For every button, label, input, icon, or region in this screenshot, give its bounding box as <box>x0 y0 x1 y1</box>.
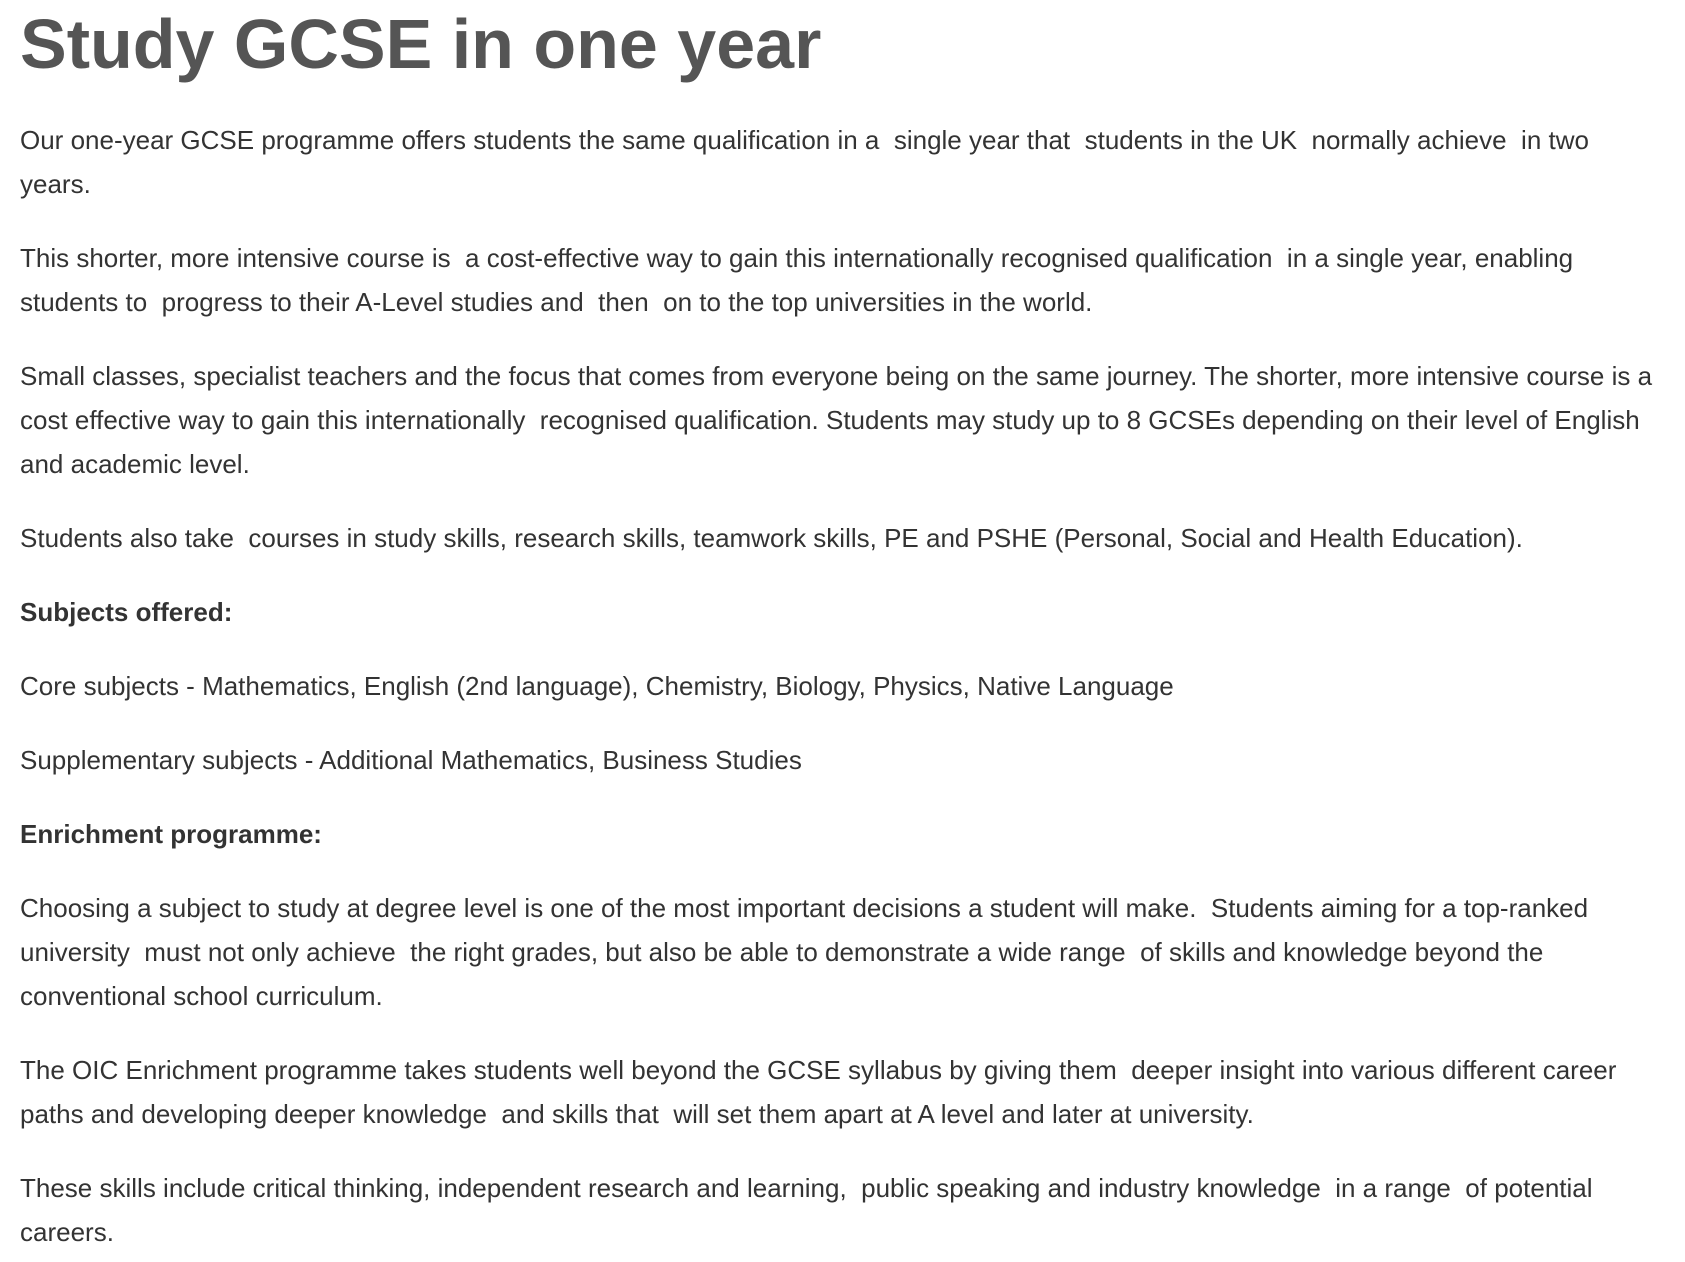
additional-courses-paragraph: Students also take courses in study skills, research skills, teamwork skills, PE and PSHE (Personal, Social and Health Education). <box>20 523 1523 553</box>
page-content <box>0 3 1685 1254</box>
intro-paragraph: Our one-year GCSE programme offers students the same qualification in a single year that students in the UK normally achieve in two years. <box>20 125 1597 199</box>
subjects-heading: Subjects offered: <box>20 597 233 627</box>
core-subjects-line: Core subjects - Mathematics, English (2nd language), Chemistry, Biology, Physics, Native Language <box>20 671 1174 701</box>
course-benefit-paragraph: This shorter, more intensive course is a cost-effective way to gain this internationally recognised qualification in a single year, enabling students to progress to their A-Level studies and then on to the top universities in the world. <box>20 243 1588 317</box>
enrichment-description-paragraph: The OIC Enrichment programme takes students well beyond the GCSE syllabus by giving them deeper insight into various different career paths and developing deeper knowledge and skills that will set them apart at A level and later at university. <box>20 1055 1624 1129</box>
enrichment-heading: Enrichment programme: <box>20 819 322 849</box>
enrichment-intro-paragraph: Choosing a subject to study at degree level is one of the most important decisions a student will make. Students aiming for a top-ranked university must not only achieve the right grades, but also be able to demonstrate a wide range of skills and knowledge beyond the conventional school curriculum. <box>20 893 1596 1011</box>
skills-paragraph: These skills include critical thinking, independent research and learning, public speaking and industry knowledge in a range of potential careers. <box>20 1173 1600 1247</box>
page-title: Study GCSE in one year <box>20 5 822 83</box>
class-details-paragraph: Small classes, specialist teachers and the focus that comes from everyone being on the same journey. The shorter, more intensive course is a cost effective way to gain this internationally recognised qualification. Students may study up to 8 GCSEs depending on their level of English and academic level. <box>20 361 1660 479</box>
supplementary-subjects-line: Supplementary subjects - Additional Mathematics, Business Studies <box>20 745 802 775</box>
